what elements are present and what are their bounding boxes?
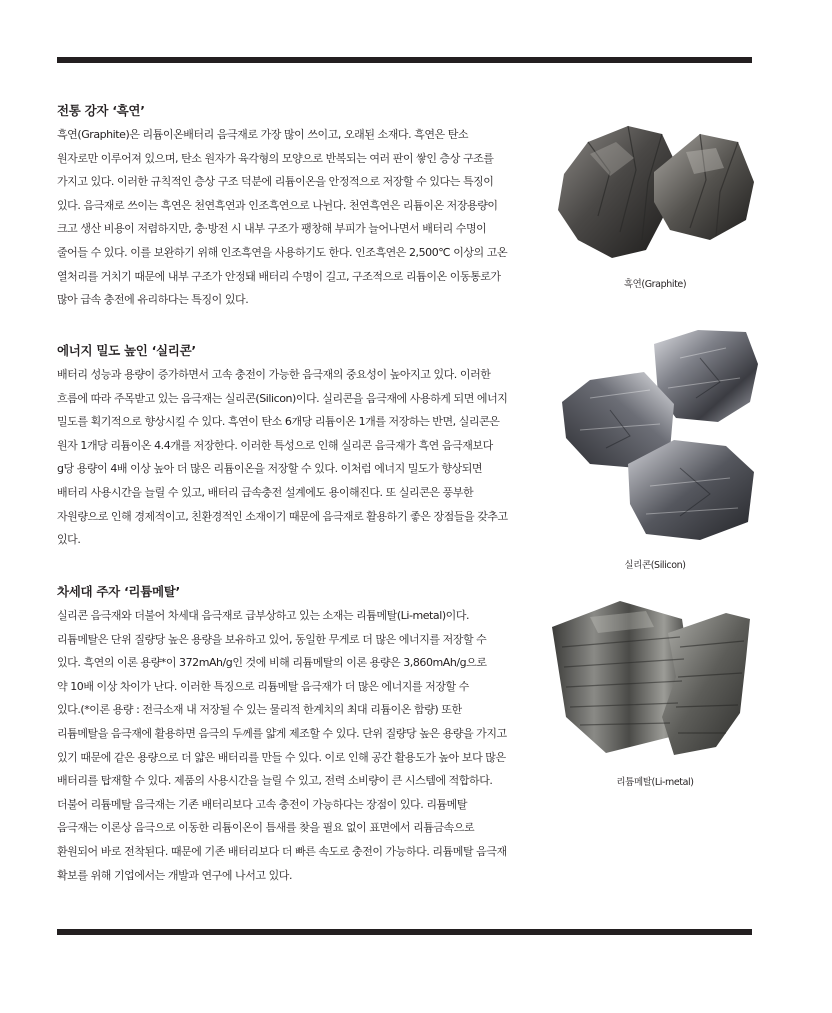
section-title: 전통 강자 ‘흑연’ — [57, 103, 145, 118]
body-line: 많아 급속 충전에 유리하다는 특징이 있다. — [57, 293, 249, 307]
silicon-image — [550, 318, 760, 550]
body-line: 크고 생산 비용이 저렴하지만, 충·방전 시 내부 구조가 팽창해 부피가 늘어나면서 배터리 수명이 — [57, 222, 487, 236]
body-line: 있다. 음극재로 쓰이는 흑연은 천연흑연과 인조흑연으로 나뉜다. 천연흑연은 리튬이온 저장용량이 — [57, 198, 498, 212]
body-line: 있기 때문에 같은 용량으로 더 얇은 배터리를 만들 수 있다. 이로 인해 공간 활용도가 높아 보다 많은 — [57, 750, 506, 764]
bottom-rule — [57, 929, 752, 935]
li-metal-image — [550, 597, 760, 765]
body-line: 흐름에 따라 주목받고 있는 음극재는 실리콘(Silicon)이다. 실리콘을 음극재에 사용하게 되면 에너지 — [57, 391, 508, 405]
body-line: 열처리를 거치기 때문에 내부 구조가 안정돼 배터리 수명이 길고, 구조적으로 리튬이온 이동통로가 — [57, 269, 501, 283]
body-line: 흑연(Graphite)은 리튬이온배터리 음극재로 가장 많이 쓰이고, 오래된 소재다. 흑연은 탄소 — [57, 128, 469, 141]
body-line: 가지고 있다. 이러한 규칙적인 층상 구조 덕분에 리튬이온을 안정적으로 저장할 수 있다는 특징이 — [57, 175, 494, 189]
section-silicon — [57, 343, 547, 552]
section-title: 차세대 주자 ‘리튬메탈’ — [57, 584, 180, 599]
silicon-caption: 실리콘(Silicon) — [624, 560, 686, 571]
body-line: 리튬메탈을 음극재에 활용하면 음극의 두께를 얇게 제조할 수 있다. 단위 질량당 높은 용량을 가지고 — [57, 726, 507, 740]
body-line: 환원되어 바로 전착된다. 때문에 기존 배터리보다 더 빠른 속도로 충전이 가능하다. 리튬메탈 음극재 — [57, 844, 507, 858]
body-line: 있다. 흑연의 이론 용량*이 372mAh/g인 것에 비해 리튬메탈의 이론 용량은 3,860mAh/g으로 — [57, 656, 487, 670]
body-line: 배터리 사용시간을 늘릴 수 있고, 배터리 급속충전 설계에도 용이해진다. 또 실리콘은 풍부한 — [57, 485, 474, 499]
body-line: g당 용량이 4배 이상 높아 더 많은 리튬이온을 저장할 수 있다. 이처럼 에너지 밀도가 향상되면 — [57, 462, 483, 476]
body-line: 실리콘 음극재와 더불어 차세대 음극재로 급부상하고 있는 소재는 리튬메탈(Li-metal)이다. — [57, 609, 470, 622]
body-line: 있다.(*이론 용량 : 전극소재 내 저장될 수 있는 물리적 한계치의 최대 리튬이온 함량) 또한 — [57, 703, 462, 717]
body-line: 밀도를 획기적으로 향상시킬 수 있다. 흑연이 탄소 6개당 리튬이온 1개를 저장하는 반면, 실리콘은 — [57, 415, 500, 429]
body-line: 있다. — [57, 533, 81, 547]
body-line: 더불어 리튬메탈 음극재는 기존 배터리보다 고속 충전이 가능하다는 장점이 있다. 리튬메탈 — [57, 797, 468, 811]
graphite-caption: 흑연(Graphite) — [623, 279, 687, 290]
body-line: 확보를 위해 기업에서는 개발과 연구에 나서고 있다. — [57, 868, 293, 882]
body-line: 원자 1개당 리튬이온 4.4개를 저장한다. 이러한 특성으로 인해 실리콘 음극재가 흑연 음극재보다 — [57, 438, 493, 452]
body-line: 약 10배 이상 차이가 난다. 이러한 특징으로 리튬메탈 음극재가 더 많은 에너지를 저장할 수 — [57, 679, 469, 693]
section-body — [57, 123, 547, 312]
body-line: 리튬메탈은 단위 질량당 높은 용량을 보유하고 있어, 동일한 무게로 더 많은 에너지를 저장할 수 — [57, 632, 487, 646]
body-line: 배터리를 탑재할 수 있다. 제품의 사용시간을 늘릴 수 있고, 전력 소비량이 큰 시스템에 적합하다. — [57, 774, 493, 788]
section-title: 에너지 밀도 높인 ‘실리콘’ — [57, 343, 196, 358]
section-body — [57, 363, 547, 552]
body-line: 줄어들 수 있다. 이를 보완하기 위해 인조흑연을 사용하기도 한다. 인조흑연은 2,500℃ 이상의 고온 — [57, 245, 508, 259]
top-rule — [57, 57, 752, 63]
graphite-image — [550, 112, 760, 262]
section-li-metal — [57, 584, 547, 887]
body-line: 음극재는 이론상 음극으로 이동한 리튬이온이 틈새를 찾을 필요 없이 표면에서 리튬금속으로 — [57, 821, 475, 835]
section-body — [57, 604, 547, 887]
body-line: 배터리 성능과 용량이 증가하면서 고속 충전이 가능한 음극재의 중요성이 높아지고 있다. 이러한 — [57, 368, 491, 381]
li-metal-caption: 리튬메탈(Li-metal) — [616, 777, 694, 788]
section-graphite — [57, 103, 547, 312]
body-line: 자원량으로 인해 경제적이고, 친환경적인 소재이기 때문에 음극재로 활용하기 좋은 장점들을 갖추고 — [57, 509, 508, 523]
body-line: 원자로만 이루어져 있으며, 탄소 원자가 육각형의 모양으로 반복되는 여러 판이 쌓인 층상 구조를 — [57, 151, 494, 165]
